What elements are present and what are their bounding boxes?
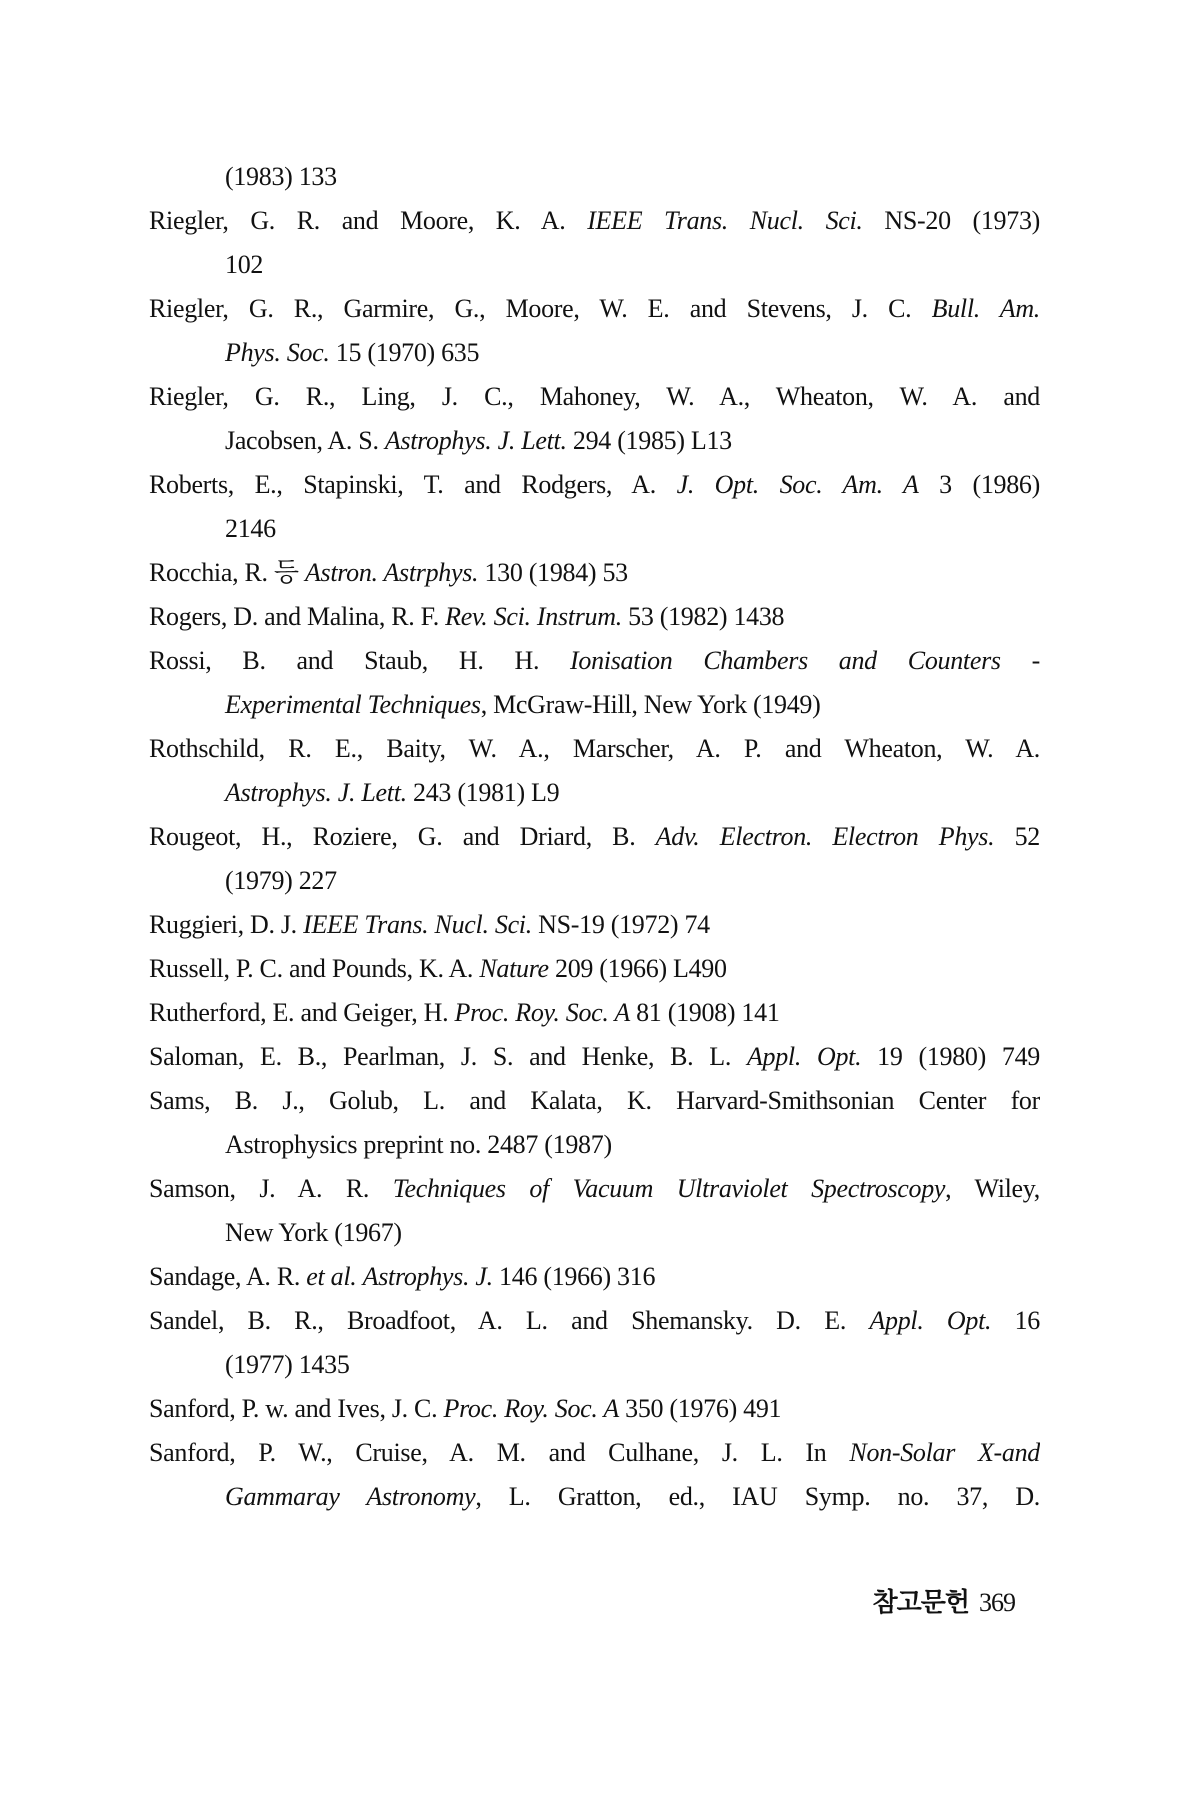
reference-text: (1977) 1435 [225, 1350, 350, 1379]
reference-text: , McGraw-Hill, New York (1949) [480, 690, 821, 719]
reference-text: 294 (1985) L13 [566, 426, 732, 455]
journal-title: Non-Solar X-and [849, 1438, 1040, 1467]
journal-title: Proc. Roy. Soc. A [443, 1394, 619, 1423]
reference-continuation-line [149, 243, 1040, 287]
reference-text: Ruggieri, D. J. [149, 910, 304, 939]
reference-entry-line [149, 199, 1040, 243]
reference-entry-line [149, 1167, 1040, 1211]
reference-text: Rougeot, H., Roziere, G. and Driard, B. [149, 822, 656, 851]
reference-continuation-line [149, 1123, 1040, 1167]
journal-title: Rev. Sci. Instrum. [445, 602, 622, 631]
reference-text: Rutherford, E. and Geiger, H. [149, 998, 455, 1027]
reference-text: 130 (1984) 53 [478, 558, 628, 587]
reference-text: Jacobsen, A. S. [225, 426, 385, 455]
reference-continuation-line [149, 419, 1040, 463]
journal-title: Ionisation Chambers and Counters [570, 646, 1001, 675]
reference-entry-line [149, 1035, 1040, 1079]
journal-title: Appl. Opt. [746, 1042, 862, 1071]
page-number: 369 [979, 1588, 1015, 1617]
reference-text: Rogers, D. and Malina, R. F. [149, 602, 446, 631]
reference-continuation-line [149, 1343, 1040, 1387]
reference-entry-line [149, 947, 1040, 991]
reference-text: Sandel, B. R., Broadfoot, A. L. and Shemansky. D. E. [149, 1306, 870, 1335]
reference-text: (1983) 133 [225, 162, 337, 191]
reference-entry-line [149, 639, 1040, 683]
section-title: 참고문헌 [872, 1588, 969, 1618]
reference-continuation-line [149, 683, 1040, 727]
journal-title: Proc. Roy. Soc. A [454, 998, 630, 1027]
journal-title: et al. [306, 1262, 357, 1291]
reference-entry-line [149, 1431, 1040, 1475]
reference-text: 53 (1982) 1438 [621, 602, 785, 631]
reference-text: NS-20 (1973) [862, 206, 1040, 235]
reference-text: Roberts, E., Stapinski, T. and Rodgers, A. [149, 470, 677, 499]
reference-text: 15 (1970) 635 [329, 338, 480, 367]
reference-text: (1979) 227 [225, 866, 337, 895]
reference-text: Sams, B. J., Golub, L. and Kalata, K. Harvard-Smithsonian Center for [149, 1086, 1040, 1115]
reference-text: 52 [994, 822, 1040, 851]
journal-title: Appl. Opt. [869, 1306, 992, 1335]
journal-title: Astron. Astrphys. [304, 558, 479, 587]
reference-continuation-line [149, 331, 1040, 375]
reference-entry-line [149, 551, 1040, 595]
reference-text: 81 (1908) 141 [629, 998, 780, 1027]
reference-entry-line [149, 287, 1040, 331]
reference-entry-line [149, 1255, 1040, 1299]
page-footer [873, 1582, 1015, 1619]
reference-entry-line [149, 1387, 1040, 1431]
reference-entry-line [149, 991, 1040, 1035]
reference-text: Sanford, P. W., Cruise, A. M. and Culhane, J. L. In [149, 1438, 850, 1467]
reference-continuation-line [149, 771, 1040, 815]
reference-entry-line [149, 727, 1040, 771]
journal-title: Experimental Techniques [225, 690, 481, 719]
reference-text: Rothschild, R. E., Baity, W. A., Marscher, A. P. and Wheaton, W. A. [149, 734, 1040, 763]
journal-title: Astrophys. J. Lett. [225, 778, 407, 807]
journal-title: IEEE Trans. Nucl. Sci. [303, 910, 532, 939]
reference-entry-line [149, 595, 1040, 639]
reference-text: , L. Gratton, ed., IAU Symp. no. 37, D. [475, 1482, 1040, 1511]
reference-continuation-line [149, 859, 1040, 903]
reference-text: Astrophysics preprint no. 2487 (1987) [225, 1130, 612, 1159]
reference-text: 3 (1986) [918, 470, 1040, 499]
reference-text: , Wiley, [945, 1174, 1040, 1203]
journal-title: Astrophys. J. Lett. [384, 426, 567, 455]
reference-text: 16 [991, 1306, 1040, 1335]
reference-continuation-line [149, 1475, 1040, 1519]
reference-list [149, 155, 1040, 1519]
reference-text: Rocchia, R. 등 [149, 558, 305, 587]
reference-text: Rossi, B. and Staub, H. H. [149, 646, 571, 675]
reference-text: Riegler, G. R. and Moore, K. A. [149, 206, 588, 235]
journal-title: Astrophys. J. [362, 1262, 493, 1291]
journal-title: Nature [479, 954, 549, 983]
reference-text: 102 [225, 250, 264, 279]
journal-title: Adv. Electron. Electron Phys. [655, 822, 995, 851]
reference-text: Sanford, P. w. and Ives, J. C. [149, 1394, 444, 1423]
reference-entry-line [149, 1299, 1040, 1343]
reference-entry-line [149, 815, 1040, 859]
reference-text: Riegler, G. R., Ling, J. C., Mahoney, W. A., Wheaton, W. A. and [149, 382, 1040, 411]
reference-entry-line [149, 903, 1040, 947]
journal-title: Techniques of Vacuum Ultraviolet Spectroscopy [392, 1174, 946, 1203]
journal-title: Phys. Soc. [225, 338, 330, 367]
reference-text: Riegler, G. R., Garmire, G., Moore, W. E. and Stevens, J. C. [149, 294, 932, 323]
journal-title: J. Opt. Soc. Am. A [676, 470, 919, 499]
reference-text: Saloman, E. B., Pearlman, J. S. and Henke, B. L. [149, 1042, 747, 1071]
reference-text: 350 (1976) 491 [618, 1394, 782, 1423]
reference-text: Sandage, A. R. [149, 1262, 307, 1291]
reference-text: 146 (1966) 316 [492, 1262, 656, 1291]
reference-text: 19 (1980) 749 [861, 1042, 1040, 1071]
reference-text: 2146 [225, 514, 276, 543]
reference-entry-line [149, 1079, 1040, 1123]
reference-text: NS-19 (1972) 74 [531, 910, 710, 939]
reference-text: 243 (1981) L9 [406, 778, 560, 807]
reference-continuation-line [149, 507, 1040, 551]
reference-text: 209 (1966) L490 [548, 954, 727, 983]
journal-title: IEEE Trans. Nucl. Sci. [587, 206, 863, 235]
journal-title: Gammaray Astronomy [225, 1482, 476, 1511]
reference-text: - [1000, 646, 1040, 675]
journal-title: Bull. Am. [931, 294, 1040, 323]
reference-continuation-line [149, 1211, 1040, 1255]
reference-entry-line [149, 463, 1040, 507]
reference-text: New York (1967) [225, 1218, 402, 1247]
reference-continuation-line [149, 155, 1040, 199]
reference-text: Samson, J. A. R. [149, 1174, 393, 1203]
reference-entry-line [149, 375, 1040, 419]
reference-text: Russell, P. C. and Pounds, K. A. [149, 954, 480, 983]
